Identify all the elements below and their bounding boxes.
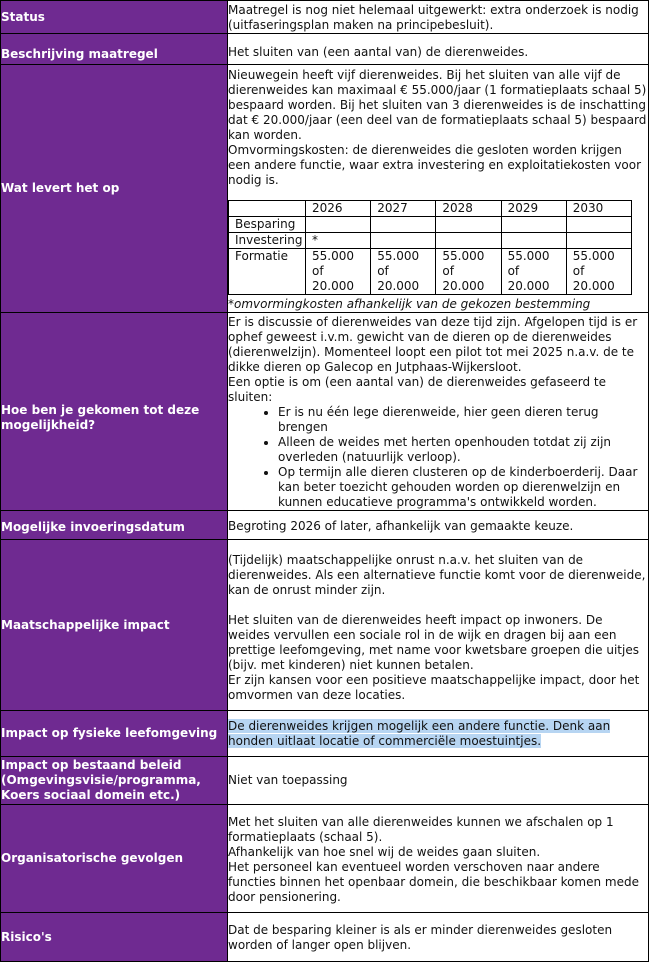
- fysiek-label: Impact op fysieke leefomgeving: [1, 711, 228, 757]
- list-item: • Er is nu één lege dierenweide, hier geen dieren terug brengen: [278, 405, 648, 435]
- list-item: • Op termijn alle dieren clusteren op de kinderboerderij. Daar kan beter toezicht gehouden worden op dierenwelzijn en kunnen educatieve programma's ontwikkeld worden.: [278, 465, 648, 510]
- row-beschrijving: [1, 34, 649, 65]
- maatschappelijk-label: Maatschappelijke impact: [1, 540, 228, 711]
- gekomen-value: [228, 313, 649, 511]
- year-header: 2027: [371, 200, 436, 216]
- row-risicos: [1, 913, 649, 962]
- row-status: [1, 1, 649, 34]
- maatschappelijk-p2: Het sluiten van de dierenweides heeft impact op inwoners. De weides vervullen een sociale rol in de wijk en dragen bij aan een prettige leefomgeving, met name voor kwetsbare groepen die uitjes (bijv. met kinderen) niet kunnen betalen.: [228, 613, 639, 672]
- status-value: Maatregel is nog niet helemaal uitgewerkt: extra onderzoek is nodig (uitfaseringsplan maken na principebesluit).: [228, 1, 649, 34]
- table-cell: 55.000 of 20.000: [501, 248, 566, 294]
- table-cell: 55.000 of 20.000: [436, 248, 501, 294]
- maatschappelijk-p1: (Tijdelijk) maatschappelijke onrust n.a.v. het sluiten van de dierenweides. Als een alternatieve functie komt voor de dierenweide, kan de onrust minder zijn.: [228, 553, 646, 597]
- row-organisatie: [1, 805, 649, 913]
- gekomen-label: Hoe ben je gekomen tot deze mogelijkheid?: [1, 313, 228, 511]
- row-gekomen: [1, 313, 649, 511]
- levert-label: Wat levert het op: [1, 65, 228, 313]
- savings-row-formatie: [229, 248, 632, 294]
- year-header: 2029: [501, 200, 566, 216]
- status-label: Status: [1, 1, 228, 34]
- organisatie-p2: Afhankelijk van hoe snel wij de weides gaan sluiten.: [228, 844, 541, 859]
- beschrijving-label: Beschrijving maatregel: [1, 34, 228, 65]
- beleid-value: Niet van toepassing: [228, 757, 649, 805]
- row-maatschappelijk: [1, 540, 649, 711]
- row-label: Formatie: [229, 248, 306, 294]
- organisatie-p1: Met het sluiten van alle dierenweides kunnen we afschalen op 1 formatieplaats (schaal 5).: [228, 814, 614, 844]
- datum-label: Mogelijke invoeringsdatum: [1, 511, 228, 540]
- organisatie-value: [228, 805, 649, 913]
- year-header: 2026: [306, 200, 371, 216]
- table-cell: 55.000 of 20.000: [371, 248, 436, 294]
- levert-footnote: *omvormingkosten afhankelijk van de gekozen bestemming: [228, 296, 591, 311]
- row-beleid: [1, 757, 649, 805]
- gekomen-p1: Er is discussie of dierenweides van deze tijd zijn. Afgelopen tijd is er ophef geweest i.v.m. gewicht van de dieren op de dierenweides (dierenwelzijn). Momenteel loopt een pilot tot mei 2025 n.a.v. de te dikke dieren op Galecop en Jutphaas-Wijkersloot.: [228, 315, 638, 374]
- datum-value: Begroting 2026 of later, afhankelijk van gemaakte keuze.: [228, 511, 649, 540]
- table-cell: 55.000 of 20.000: [566, 248, 631, 294]
- levert-value: [228, 65, 649, 313]
- options-list: [228, 405, 648, 510]
- savings-header-row: [229, 200, 632, 216]
- table-cell: *: [306, 232, 371, 248]
- organisatie-label: Organisatorische gevolgen: [1, 805, 228, 913]
- row-label: Besparing: [229, 216, 306, 232]
- levert-p1: Nieuwegein heeft vijf dierenweides. Bij het sluiten van alle vijf de dierenweides kan maximaal € 55.000/jaar (1 formatieplaats schaal 5) bespaard worden. Bij het sluiten van 3 dierenweides is de inschatting dat € 20.000/jaar (een deel van de formatieplaats schaal 5) bespaard kan worden.: [228, 67, 647, 142]
- row-levert: [1, 65, 649, 313]
- savings-row-besparing: [229, 216, 632, 232]
- organisatie-p3: Het personeel kan eventueel worden verschoven naar andere functies binnen het openbaar domein, die beschikbaar komen mede door pensionering.: [228, 859, 639, 904]
- beleid-label: Impact op bestaand beleid (Omgevingsvisie/programma, Koers sociaal domein etc.): [1, 757, 228, 805]
- list-item: • Alleen de weides met herten openhouden totdat zij zijn overleden (natuurlijk verloop).: [278, 435, 648, 465]
- row-datum: [1, 511, 649, 540]
- savings-table: [228, 200, 632, 295]
- year-header: 2028: [436, 200, 501, 216]
- highlighted-text[interactable]: De dierenweides krijgen mogelijk een andere functie. Denk aan honden uitlaat locatie of commerciële moestuintjes.: [228, 718, 611, 748]
- fysiek-value: [228, 711, 649, 757]
- maatschappelijk-value: [228, 540, 649, 711]
- risicos-value: Dat de besparing kleiner is als er minder dierenweides gesloten worden of langer open blijven.: [228, 913, 649, 962]
- beschrijving-value: Het sluiten van (een aantal van) de dierenweides.: [228, 34, 649, 65]
- gekomen-p2: Een optie is om (een aantal van) de dierenweides gefaseerd te sluiten:: [228, 375, 607, 404]
- levert-p2: Omvormingskosten: de dierenweides die gesloten worden krijgen een andere functie, waar extra investering en exploitatiekosten voor nodig is.: [228, 142, 642, 187]
- row-label: Investering: [229, 232, 306, 248]
- row-fysiek: [1, 711, 649, 757]
- year-header: 2030: [566, 200, 631, 216]
- savings-row-investering: [229, 232, 632, 248]
- maatschappelijk-p3: Er zijn kansen voor een positieve maatschappelijke impact, door het omvormen van deze locaties.: [228, 673, 640, 702]
- risicos-label: Risico's: [1, 913, 228, 962]
- table-cell: 55.000 of 20.000: [306, 248, 371, 294]
